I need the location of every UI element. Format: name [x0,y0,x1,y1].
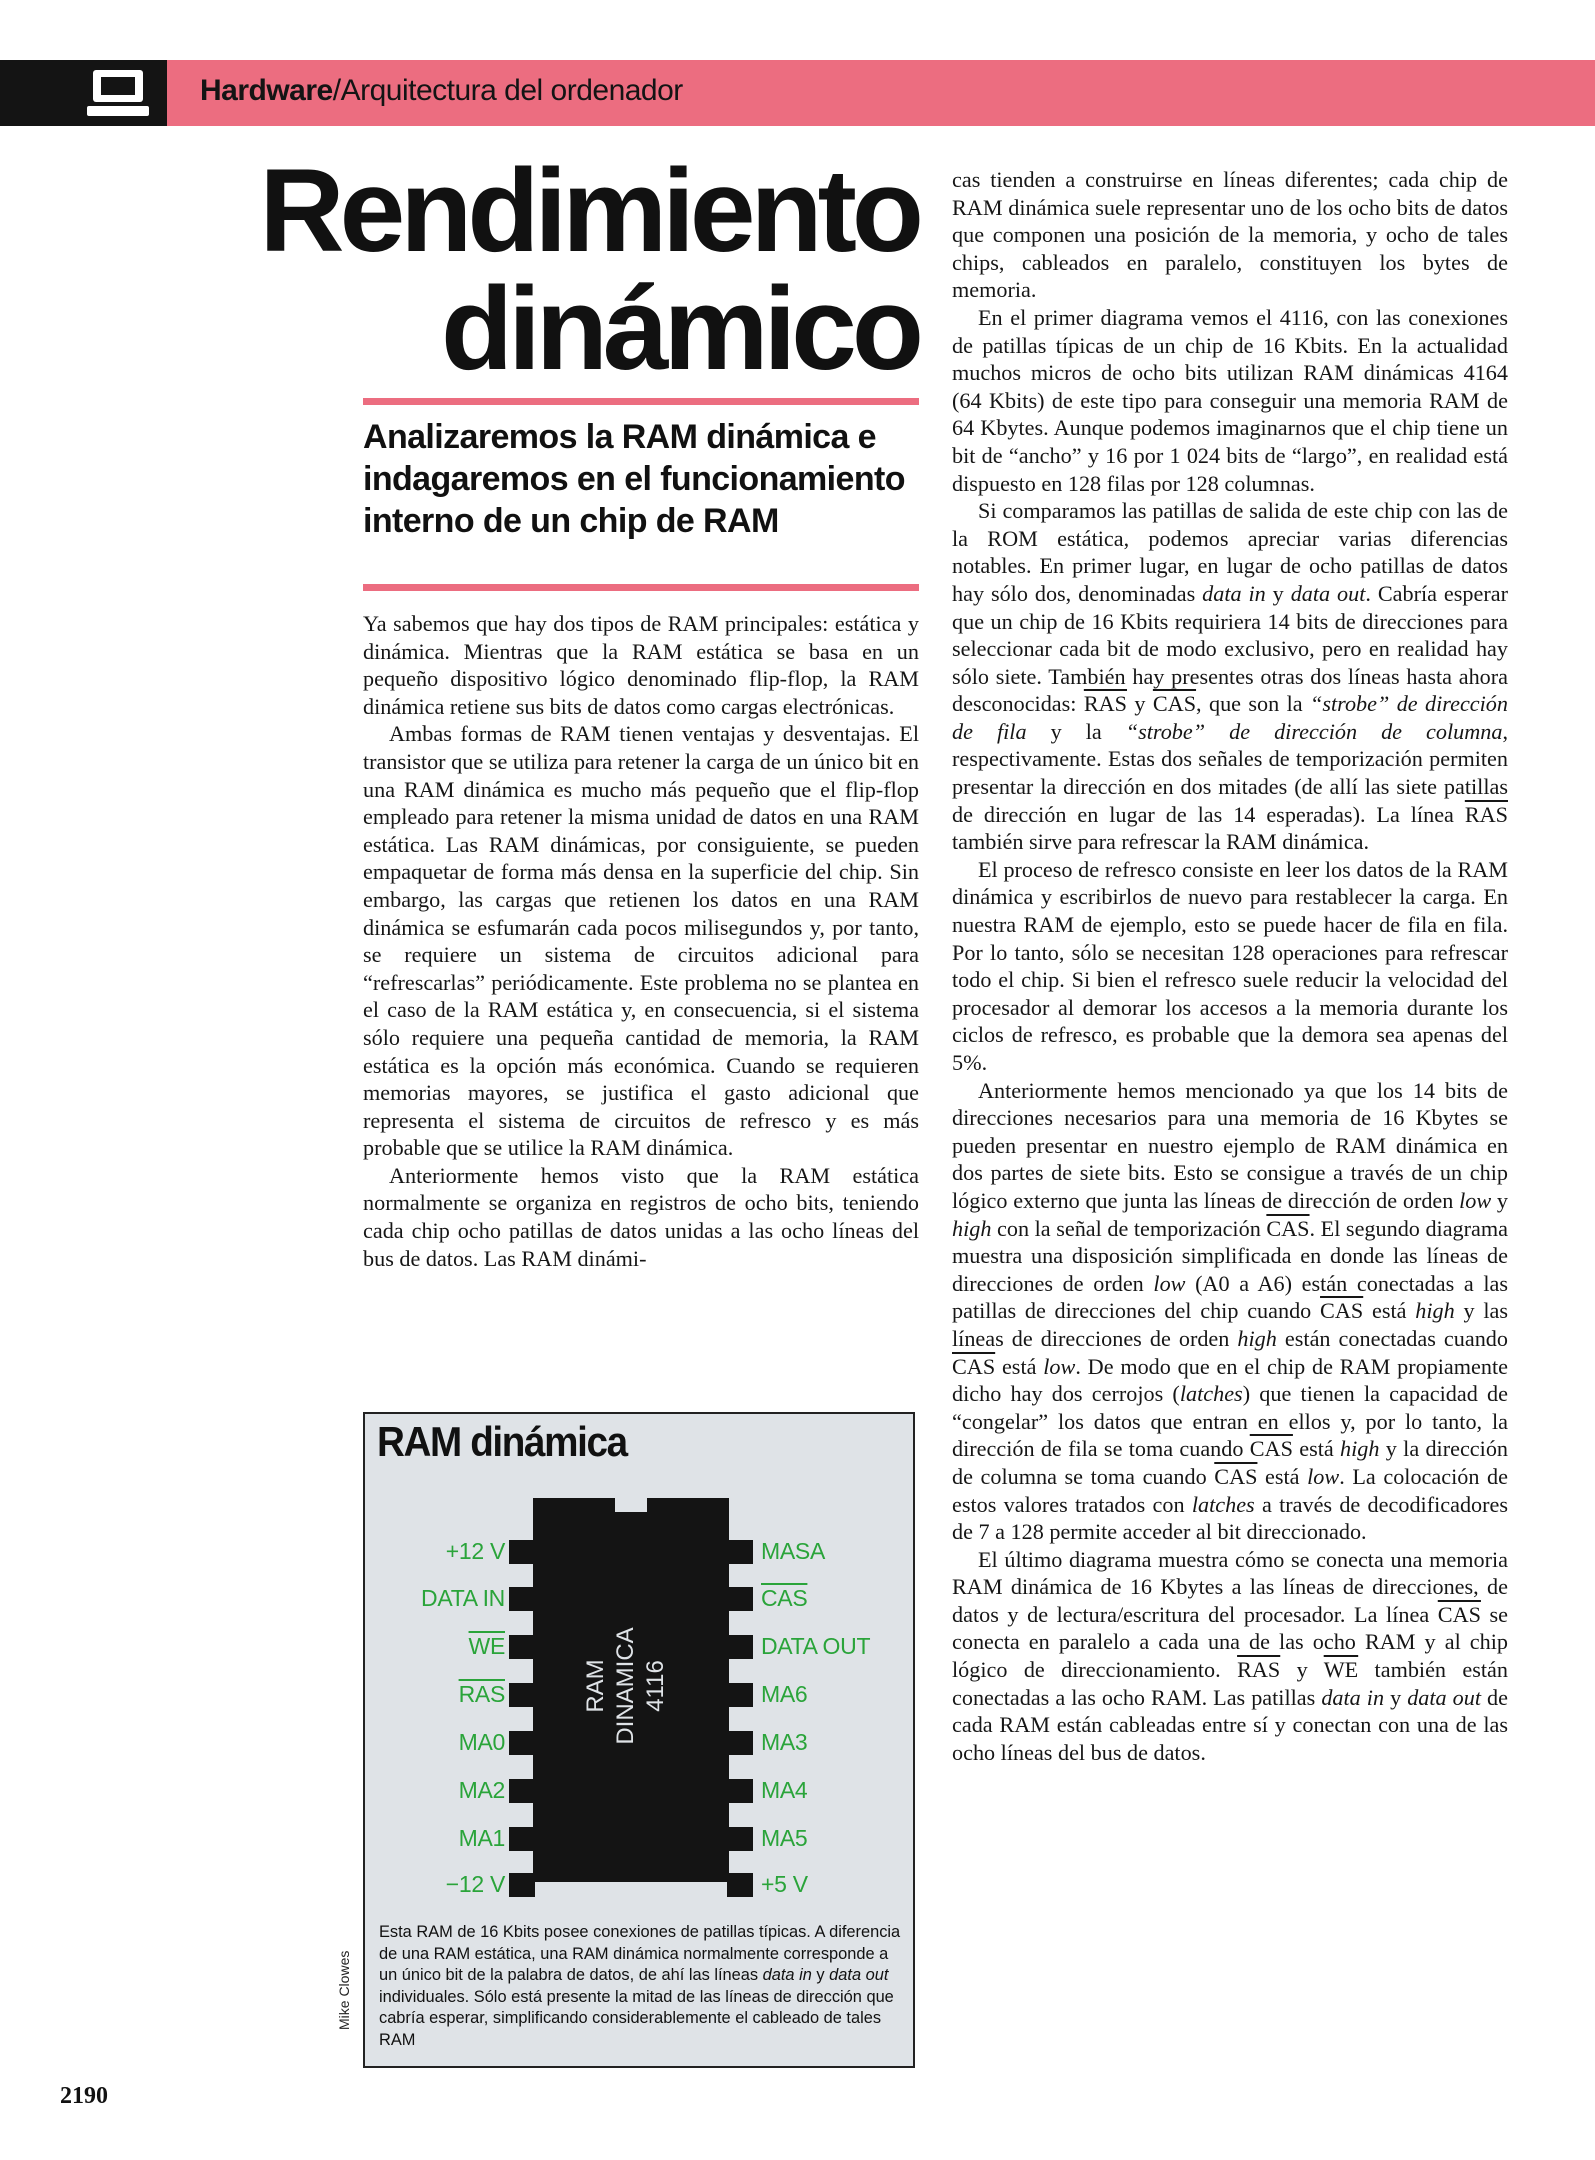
illustration-credit: Mike Clowes [336,1950,352,2030]
caption-text: individuales. Sólo está presente la mitad de las líneas de dirección que cabría esperar, simplificando considerablemente el cableado de tales RAM [379,1987,894,2049]
chip-pins-left [509,1540,535,1897]
chip-pin [727,1540,753,1564]
paragraph: Si comparamos las patillas de salida de este chip con las de la ROM estática, podemos apreciar varias diferencias notables. En primer lugar, en lugar de ocho patillas de datos hay sólo dos, denominadas data in y data out. Cabría esperar que un chip de 16 Kbits requiriera 14 bits de direcciones para seleccionar cada bit de modo exclusivo, pero en realidad hay sólo siete. También hay presentes otras dos líneas hasta ahora desconocidas: $\overline{RAS}$ y $\overline{CAS}$, que son la “strobe” de dirección de fila y la “strobe” de dirección de columna, respectivamente. Estas dos señales de temporización permiten presentar la dirección en dos mitades (de allí las siete patillas de dirección en lugar de las 14 esperadas). La línea $\overline{RAS}$ también sirve para refrescar la RAM dinámica. [952,498,1509,855]
paragraph: cas tienden a construirse en líneas diferentes; cada chip de RAM dinámica suele representar uno de los ocho bits de datos que componen una posición de la memoria, y ocho de tales chips, cableados en paralelo, constituyen los bytes de memoria. [952,167,1508,303]
paragraph: El último diagrama muestra cómo se conecta una memoria RAM dinámica de 16 Kbytes a las líneas de direcciones, de datos y de lectura/escritura del procesador. La línea $\overline{CAS}$ se conecta en paralelo a cada una de las ocho RAM y al chip lógico de direccionamiento. $\overline{RAS}$ y $\overline{WE}$ también están conectadas a las ocho RAM. Las patillas data in y data out de cada RAM están cableadas entre sí y conectan con una de las ocho líneas del bus de datos. [952,1546,1509,1765]
chip-pin [727,1731,753,1755]
diagram-caption [379,1922,901,2052]
pin-label: −12 V [445,1871,505,1897]
article-title-line-2: dinámico [441,263,919,395]
pin-label: MA3 [761,1729,808,1755]
section-label-bold: Hardware [200,74,333,107]
pin-label: $\overline{RAS}$ [458,1681,505,1707]
section-label [200,74,683,108]
chip-pin [509,1683,535,1707]
pin-label: DATA OUT [761,1633,871,1659]
paragraph: Anteriormente hemos visto que la RAM estática normalmente se organiza en registros de ocho bits, teniendo cada chip ocho patillas de datos unidas a las ocho líneas del bus de datos. Las RAM dinámi- [363,1162,919,1271]
chip-label-line: RAM [582,1659,609,1713]
caption-emphasis: data in [762,1966,812,1985]
diagram-title: RAM dinámica [377,1418,627,1465]
caption-text: Esta RAM de 16 Kbits posee conexiones de patillas típicas. A diferencia de una RAM estática, una RAM dinámica normalmente corresponde a un único bit de la palabra de datos, de ahí las líneas [379,1923,901,1985]
chip-pin [509,1587,535,1611]
chip-pin [727,1779,753,1803]
pin-label: MA6 [761,1681,808,1707]
pin-label: MA2 [458,1777,505,1803]
chip-pin [509,1873,535,1897]
page-number: 2190 [60,2083,108,2109]
pin-label: +12 V [445,1538,505,1564]
pin-label: MA0 [458,1729,505,1755]
section-label-rest: /Arquitectura del ordenador [332,74,683,107]
paragraph: En el primer diagrama vemos el 4116, con las conexiones de patillas típicas de un chip de 16 Kbits. En la actualidad muchos micros de ocho bits utilizan RAM dinámicas 4164 (64 Kbits) de este tipo para conseguir una memoria RAM de 64 Kbytes. Aunque podemos imaginarnos que el chip tiene un bit de “ancho” y 16 por 1 024 bits de “largo”, en realidad está dispuesto en 128 filas por 128 columnas. [952,304,1508,496]
article-title [219,145,919,395]
ram-pinout-diagram [363,1412,915,2068]
pin-label: MA1 [458,1825,505,1851]
chip-label-line: DINAMICA [612,1627,639,1745]
chip-pin [509,1827,535,1851]
chip-pin [727,1873,753,1897]
pin-label: $\overline{WE}$ [468,1633,505,1659]
chip-pin [727,1587,753,1611]
chip-pin [727,1827,753,1851]
chip-label-line: 4116 [642,1660,669,1712]
paragraph: Ambas formas de RAM tienen ventajas y desventajas. El transistor que se utiliza para retener la carga de un único bit en una RAM dinámica es mucho más pequeño que el flip-flop empleado para retener la misma unidad de datos en una RAM estática. Las RAM dinámicas, por consiguiente, se pueden empaquetar de forma más densa en la superficie del chip. Sin embargo, las cargas que retienen los datos en una RAM dinámica se esfumarán cada pocos milisegundos y, por tanto, se requiere un sistema de circuitos adicional para “refrescarlas” periódicamente. Este problema no se plantea en el caso de la RAM estática y, en consecuencia, si el sistema sólo requiere una pequeña cantidad de memoria, la RAM estática es la opción más económica. Cuando se requieren memorias mayores, se justifica el gasto adicional que representa el sistema de circuitos de refresco y es más probable que se utilice la RAM dinámica. [363,721,919,1161]
pin-label: MASA [761,1538,825,1564]
article-subtitle: Analizaremos la RAM dinámica e indagaremos en el funcionamiento interno de un chip de RAM [363,418,905,540]
subtitle-rule-bottom [363,584,919,591]
chip-pin [727,1635,753,1659]
paragraph: Ya sabemos que hay dos tipos de RAM principales: estática y dinámica. Mientras que la RAM estática se basa en un pequeño dispositivo lógico denominado flip-flop, la RAM dinámica retiene sus bits de datos como cargas electrónicas. [363,611,919,719]
article-left-column [363,610,919,1272]
pin-label: DATA IN [421,1585,505,1611]
chip-pin [509,1635,535,1659]
chip-pins-right [727,1540,753,1897]
chip-pin [727,1683,753,1707]
pin-label: MA5 [761,1825,808,1851]
section-icon-box [0,60,167,126]
pin-label: $\overline{CAS}$ [761,1585,808,1611]
computer-icon [0,60,167,126]
caption-text: y [811,1966,830,1985]
paragraph: Anteriormente hemos mencionado ya que los 14 bits de direcciones necesarios para una memoria de 16 Kbytes se pueden presentar en nuestro ejemplo de RAM dinámica en dos partes de siete bits. Esto se consigue a través de un chip lógico externo que junta las líneas de dirección de orden low y high con la señal de temporización $\overline{CAS}$. El segundo diagrama muestra una disposición simplificada en donde las líneas de direcciones de orden low (A0 a A6) están conectadas a las patillas de direcciones del chip cuando $\overline{CAS}$ está high y las líneas de direcciones de orden high están conectadas cuando $\overline{CAS}$ está low. De modo que en el chip de RAM propiamente dicho hay dos cerrojos (latches) que tienen la capacidad de “congelar” los datos que entran en ellos y, por lo tanto, la dirección de fila se toma cuando $\overline{CAS}$ está high y la dirección de columna se toma cuando $\overline{CAS}$ está low. La colocación de estos valores tratados con latches a través de decodificadores de 7 a 128 permite acceder al bit direccionado. [952,1077,1509,1545]
chip-pin [509,1731,535,1755]
chip-notch [615,1498,647,1512]
paragraph: El proceso de refresco consiste en leer los datos de la RAM dinámica y escribirlos de nuevo para restablecer la carga. En nuestra RAM de ejemplo, esto se puede hacer de fila en fila. Por lo tanto, sólo se necesitan 128 operaciones para refrescar todo el chip. Si bien el refresco suele reducir la velocidad del procesador al demorar los accesos a la memoria durante los ciclos de refresco, es probable que la demora sea apenas del 5%. [952,856,1508,1075]
chip-pin [509,1779,535,1803]
article-title-line-1: Rendimiento [259,145,919,277]
subtitle-rule-top [363,398,919,405]
article-right-column [952,166,1508,1766]
caption-emphasis: data out [829,1966,889,1985]
pin-label: +5 V [761,1871,808,1897]
chip-pin [509,1540,535,1564]
pin-label: MA4 [761,1777,808,1803]
